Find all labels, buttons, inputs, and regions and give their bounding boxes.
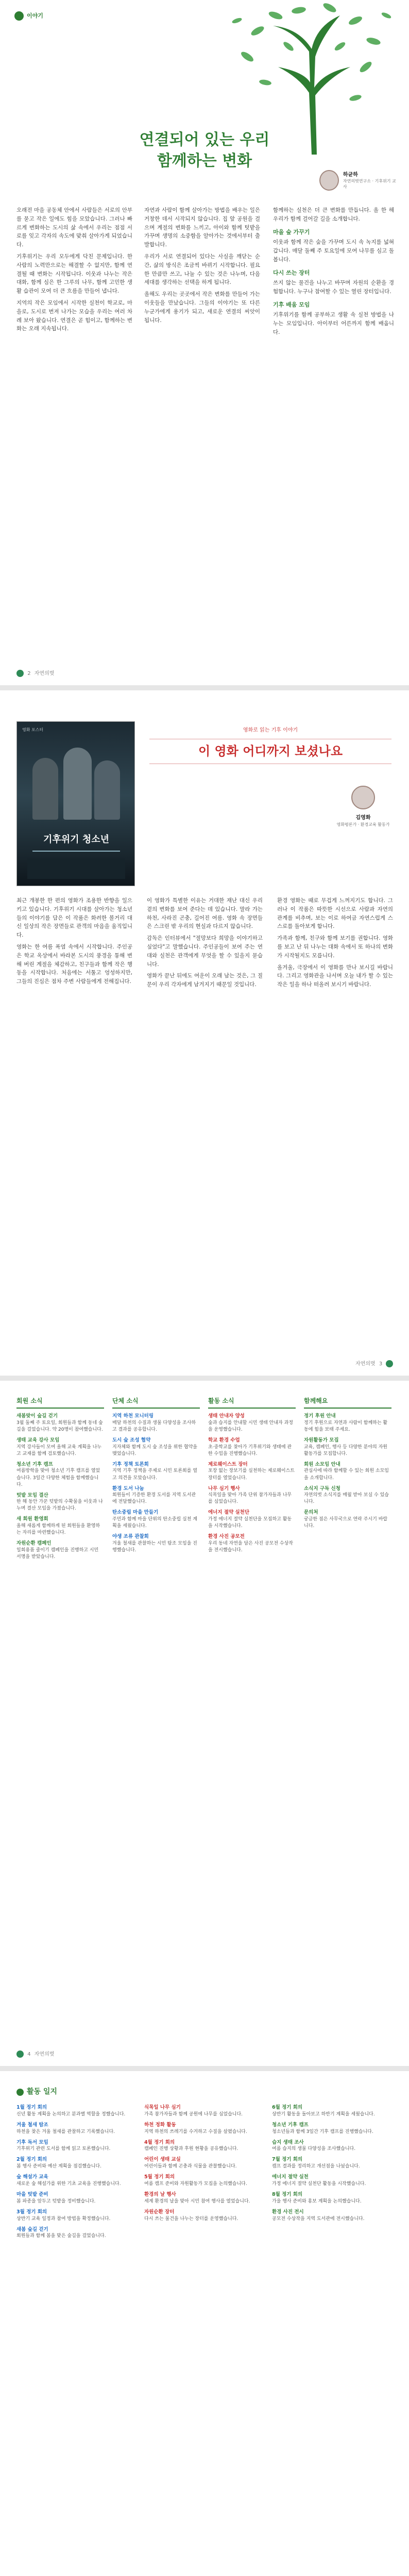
list-item-title: 자원순환 캠페인 bbox=[16, 1540, 52, 1547]
list-item-desc: 캠프 결과를 정리하고 개선점을 나눴습니다. bbox=[272, 2164, 360, 2170]
paragraph: 함께하는 실천은 더 큰 변화를 만듭니다. 올 한 해 우리가 함께 걸어갈 길을 소개합니다. bbox=[273, 207, 394, 222]
list-item-title: 5월 정기 회의 bbox=[144, 2174, 175, 2180]
paragraph: 올해도 우리는 곳곳에서 작은 변화를 만들어 가는 이웃들을 만났습니다. 그들의 이야기는 또 다른 누군가에게 용기가 되고, 새로운 연결의 씨앗이 됩니다. bbox=[144, 291, 260, 324]
list-item-title: 환경 사진 전시 bbox=[272, 2209, 304, 2215]
paragraph: 기후위기를 함께 공부하고 생활 속 실천 방법을 나누는 모임입니다. 아이부터 어른까지 함께 배웁니다. bbox=[273, 312, 394, 335]
list-item-desc: 청소년들과 함께 3일간 기후 캠프를 진행했습니다. bbox=[272, 2129, 373, 2134]
list-item bbox=[16, 2191, 135, 2205]
list-item bbox=[208, 1509, 296, 1530]
list-item-desc: 자연의벗 소식지를 매월 받아 보실 수 있습니다. bbox=[304, 1493, 389, 1505]
list-item-desc: 지역 하천의 쓰레기를 수거하고 수질을 살폈습니다. bbox=[144, 2129, 247, 2134]
list-item-desc: 상반기 교육 일정과 참여 방법을 확정했습니다. bbox=[16, 2216, 111, 2222]
list-item-title: 자원활동가 모집 bbox=[304, 1437, 339, 1443]
list-item-title: 기후 독서 모임 bbox=[16, 2139, 48, 2145]
paragraph: 환경 영화는 때로 무겁게 느껴지기도 합니다. 그러나 이 작품은 따뜻한 시선으로 사람과 자연의 관계를 비추며, 보는 이로 하여금 자연스럽게 스스로를 돌아보게 합니다. bbox=[277, 897, 393, 930]
list-item bbox=[16, 2209, 135, 2223]
list-item bbox=[304, 1413, 391, 1433]
section-heading: 기후 배움 모임 bbox=[273, 301, 310, 308]
section-heading: 다시 쓰는 장터 bbox=[273, 269, 310, 276]
list-item-desc: 궁금한 점은 사무국으로 연락 주시기 바랍니다. bbox=[304, 1517, 388, 1529]
paragraph: 지역의 작은 모임에서 시작한 실천이 학교로, 마을로, 도시로 번져 나가는 모습을 우리는 여러 차례 보아 왔습니다. 연결은 곧 힘이고, 함께하는 변화는 오래 지속됩니다. bbox=[16, 299, 132, 332]
list-item bbox=[144, 2156, 263, 2170]
title-line-2: 함께하는 변화 bbox=[157, 151, 252, 170]
list-item bbox=[16, 2139, 135, 2153]
list-item-title: 새봄 숲길 걷기 bbox=[16, 2226, 48, 2232]
poster-figures bbox=[27, 742, 125, 825]
list-item-desc: 새로운 숲 해설가를 위한 기초 교육을 진행했습니다. bbox=[16, 2181, 121, 2187]
paragraph: 이웃과 함께 작은 숲을 가꾸며 도시 속 녹지를 넓혀 갑니다. 매달 둘째 주 토요일에 모여 나무를 심고 돌봅니다. bbox=[273, 239, 394, 263]
list-item bbox=[144, 2191, 263, 2205]
list-item-desc: 다시 쓰는 물건을 나누는 장터를 운영했습니다. bbox=[144, 2216, 238, 2222]
page-footer bbox=[16, 670, 54, 678]
author-name: 김영화 bbox=[355, 815, 371, 821]
list-item-desc: 기후위기 관련 도서를 함께 읽고 토론했습니다. bbox=[16, 2146, 111, 2152]
list-item bbox=[112, 1461, 200, 1482]
list-item-desc: 한 해 동안 가꾼 텃밭의 수확물을 이웃과 나누며 결산 모임을 가졌습니다. bbox=[16, 1499, 103, 1512]
list-item-desc: 주민과 함께 마을 단위의 탄소중립 실천 계획을 세웠습니다. bbox=[112, 1517, 197, 1529]
list-item-title: 1월 정기 회의 bbox=[16, 2105, 47, 2110]
list-item bbox=[272, 2209, 390, 2223]
list-item-title: 환경 도서 나눔 bbox=[112, 1485, 144, 1492]
list-item-desc: 여름 습지의 생물 다양성을 조사했습니다. bbox=[272, 2146, 356, 2152]
list-item bbox=[272, 2139, 390, 2153]
list-item-title: 새봄맞이 숲길 걷기 bbox=[16, 1413, 58, 1419]
list-item-title: 자원순환 장터 bbox=[144, 2209, 175, 2215]
list-item-title: 학교 환경 수업 bbox=[208, 1437, 240, 1443]
author-role: 영화평론가 · 환경교육 활동가 bbox=[336, 822, 390, 827]
list-item bbox=[272, 2156, 390, 2170]
page-footer-label: 자연의벗 bbox=[355, 1361, 376, 1367]
list-item-desc: 가정 에너지 절약 실천단을 모집하고 활동을 시작했습니다. bbox=[208, 1517, 292, 1529]
news-column bbox=[304, 1413, 391, 1533]
list-item-title: 탄소중립 마을 만들기 bbox=[112, 1510, 159, 1516]
avatar bbox=[319, 170, 339, 191]
list-item bbox=[112, 1485, 200, 1506]
list-item-title: 제로웨이스트 장터 bbox=[208, 1461, 248, 1467]
paragraph: 쓰지 않는 물건을 나누고 바꾸며 자원의 순환을 경험합니다. 누구나 참여할 수 있는 열린 장터입니다. bbox=[273, 280, 394, 295]
news-column bbox=[208, 1413, 296, 1557]
list-item-title: 마을 텃밭 준비 bbox=[16, 2192, 48, 2198]
list-item bbox=[272, 2104, 390, 2118]
section-label: 이야기 bbox=[27, 12, 43, 20]
author-name: 하균하 bbox=[343, 172, 358, 178]
page-footer-label: 자연의벗 bbox=[34, 671, 55, 676]
list-item-desc: 회원들과 함께 봄을 맞은 숲길을 걸었습니다. bbox=[16, 2233, 106, 2239]
list-item-title: 4월 정기 회의 bbox=[144, 2139, 175, 2145]
paragraph: 우리가 서로 연결되어 있다는 사실을 깨닫는 순간, 삶의 방식은 조금씩 바뀌기 시작합니다. 필요한 만큼만 쓰고, 나눌 수 있는 것은 나누며, 다음 세대를 생각하는 선택을 하게 됩니다. bbox=[144, 253, 260, 286]
list-item-title: 에너지 절약 실천단 bbox=[208, 1510, 250, 1516]
list-item-title: 텃밭 모임 결산 bbox=[16, 1492, 48, 1498]
list-item bbox=[304, 1437, 391, 1458]
article-header bbox=[149, 726, 391, 764]
page-3 bbox=[0, 1381, 409, 2066]
list-item-title: 에너지 절약 실천 bbox=[272, 2174, 309, 2180]
list-item-desc: 봄 행사 준비와 예산 계획을 점검했습니다. bbox=[16, 2164, 101, 2170]
list-item bbox=[144, 2122, 263, 2136]
news-column bbox=[112, 1413, 200, 1557]
paragraph: 오래전 마을 공동체 안에서 사람들은 서로의 안부를 묻고 작은 일에도 힘을 모았습니다. 그러나 빠르게 변화하는 도시의 삶 속에서 우리는 점점 서로를 잊고 각자의 속도에 맞춰 살아가게 되었습니다. bbox=[16, 207, 132, 248]
page-number-dot-icon bbox=[16, 670, 24, 677]
list-item-title: 3월 정기 회의 bbox=[16, 2209, 47, 2215]
list-item-title: 6월 정기 회의 bbox=[272, 2105, 303, 2110]
leaf-icon bbox=[14, 11, 24, 21]
paragraph: 자연과 사람이 함께 살아가는 방법을 배우는 일은 거창한 데서 시작되지 않습니다. 집 앞 공원을 걸으며 계절의 변화를 느끼고, 아이와 함께 텃밭을 가꾸며 생명의 소중함을 알아가는 것에서부터 출발합니다. bbox=[144, 207, 260, 248]
list-item bbox=[144, 2174, 263, 2188]
list-item-desc: 어린이들과 함께 곤충과 식물을 관찰했습니다. bbox=[144, 2164, 237, 2170]
movie-poster bbox=[16, 721, 135, 886]
list-item-title: 환경의 날 행사 bbox=[144, 2192, 176, 2198]
list-item-desc: 정기 후원으로 자연과 사람이 함께하는 활동에 힘을 보태 주세요. bbox=[304, 1420, 388, 1432]
list-item bbox=[208, 1437, 296, 1458]
column-header: 함께해요 bbox=[304, 1396, 391, 1409]
page-divider bbox=[0, 2066, 409, 2071]
list-item-desc: 봄 파종을 앞두고 텃밭을 정비했습니다. bbox=[16, 2198, 96, 2204]
list-item bbox=[16, 2122, 135, 2136]
article-column-2 bbox=[147, 896, 263, 992]
list-item-title: 나무 심기 행사 bbox=[208, 1485, 240, 1492]
list-item-title: 정기 후원 안내 bbox=[304, 1413, 336, 1419]
list-item bbox=[16, 1437, 104, 1458]
page-number: 2 bbox=[27, 671, 31, 676]
paragraph: 영화가 끝난 뒤에도 여운이 오래 남는 것은, 그 질문이 우리 각자에게 남겨지기 때문일 것입니다. bbox=[147, 973, 263, 988]
list-item-desc: 가족 참가자들과 함께 공원에 나무를 심었습니다. bbox=[144, 2111, 243, 2117]
author-box bbox=[319, 170, 397, 191]
page-2 bbox=[0, 690, 409, 1376]
list-item-title: 도시 숲 조성 협약 bbox=[112, 1437, 151, 1443]
list-item-desc: 신년 활동 계획을 논의하고 분과별 역할을 정했습니다. bbox=[16, 2111, 126, 2117]
list-item-title: 회원 소모임 안내 bbox=[304, 1461, 340, 1467]
paragraph: 영화는 한 여름 폭염 속에서 시작합니다. 주인공은 학교 옥상에서 바라본 도시의 풍경을 통해 변해 버린 계절을 체감하고, 친구들과 함께 작은 행동을 시작합니다. 처음에는 서툴고 엉성하지만, 그들의 진심은 점차 주변 사람들에게 전해집니다. bbox=[16, 943, 132, 985]
article-title: 이 영화 어디까지 보셨나요 bbox=[149, 739, 391, 764]
list-item-title: 지역 하천 모니터링 bbox=[112, 1413, 154, 1419]
list-item bbox=[304, 1509, 391, 1530]
list-item bbox=[112, 1533, 200, 1554]
list-item-title: 소식지 구독 신청 bbox=[304, 1485, 340, 1492]
list-item bbox=[208, 1533, 296, 1554]
section-heading: 마을 숲 가꾸기 bbox=[273, 228, 310, 235]
author-box bbox=[330, 786, 397, 827]
list-item bbox=[208, 1413, 296, 1433]
list-item-title: 청소년 기후 캠프 bbox=[272, 2122, 309, 2128]
column-header: 회원 소식 bbox=[16, 1396, 104, 1409]
article-kicker: 영화로 읽는 기후 이야기 bbox=[243, 727, 298, 733]
list-item bbox=[112, 1509, 200, 1530]
list-item-desc: 회원들이 기증한 환경 도서를 지역 도서관에 전달했습니다. bbox=[112, 1493, 196, 1505]
column-header: 활동 소식 bbox=[208, 1396, 296, 1409]
list-item-title: 겨울 철새 탐조 bbox=[16, 2122, 48, 2128]
list-item-desc: 여름 캠프 준비와 자원활동가 모집을 논의했습니다. bbox=[144, 2181, 247, 2187]
list-item bbox=[16, 1413, 104, 1433]
list-item-title: 식목일 나무 심기 bbox=[144, 2105, 181, 2110]
list-item bbox=[16, 2226, 135, 2240]
article-column-1 bbox=[16, 206, 132, 336]
list-item bbox=[16, 2174, 135, 2188]
paragraph: 가족과 함께, 친구와 함께 보기를 권합니다. 영화를 보고 난 뒤 나누는 대화 속에서 또 하나의 변화가 시작될지도 모릅니다. bbox=[277, 935, 393, 959]
list-item bbox=[16, 2104, 135, 2118]
list-item-desc: 지자체와 함께 도시 숲 조성을 위한 협약을 맺었습니다. bbox=[112, 1444, 197, 1456]
list-item-title: 청소년 기후 캠프 bbox=[16, 1461, 53, 1467]
list-item-title: 기후 정책 토론회 bbox=[112, 1461, 149, 1467]
log-column bbox=[272, 2104, 390, 2226]
page-1 bbox=[0, 0, 409, 685]
list-item-title: 숲 해설가 교육 bbox=[16, 2174, 48, 2180]
section-title-text: 활동 일지 bbox=[27, 2088, 57, 2096]
list-item-desc: 관심사에 따라 함께할 수 있는 회원 소모임을 소개합니다. bbox=[304, 1468, 389, 1481]
list-item bbox=[272, 2122, 390, 2136]
list-item-desc: 매달 하천의 수질과 생물 다양성을 조사하고 결과를 공유합니다. bbox=[112, 1420, 196, 1432]
leaf-icon bbox=[16, 2089, 24, 2096]
list-item bbox=[112, 1437, 200, 1458]
column-header: 단체 소식 bbox=[112, 1396, 200, 1409]
article-column-3 bbox=[277, 896, 393, 992]
article-column-2 bbox=[144, 206, 260, 328]
list-item-desc: 가을 행사 준비와 홍보 계획을 논의했습니다. bbox=[272, 2198, 362, 2204]
list-item-desc: 올해 새롭게 함께하게 된 회원들을 환영하는 자리를 마련했습니다. bbox=[16, 1523, 100, 1536]
list-item bbox=[304, 1461, 391, 1482]
list-item-desc: 지역 기후 정책을 주제로 시민 토론회를 열고 의견을 모았습니다. bbox=[112, 1468, 197, 1481]
list-item-title: 7월 정기 회의 bbox=[272, 2157, 303, 2163]
list-item-desc: 식목일을 맞아 가족 단위 참가자들과 나무를 심었습니다. bbox=[208, 1493, 292, 1505]
list-item-title: 어린이 생태 교실 bbox=[144, 2157, 181, 2163]
page-number: 3 bbox=[379, 1361, 383, 1367]
list-item bbox=[144, 2104, 263, 2118]
list-item bbox=[208, 1461, 296, 1482]
list-item-title: 야생 조류 관찰회 bbox=[112, 1534, 149, 1540]
page-divider bbox=[0, 1376, 409, 1381]
list-item-desc: 여름방학을 맞아 청소년 기후 캠프를 열었습니다. 3일간 다양한 체험을 함께했습니다. bbox=[16, 1468, 100, 1487]
title-line-1: 연결되어 있는 우리 bbox=[139, 131, 270, 149]
article-column-1 bbox=[16, 896, 132, 989]
paragraph: 최근 개봉한 한 편의 영화가 조용한 반향을 일으키고 있습니다. 기후위기 시대를 살아가는 청소년들의 이야기를 담은 이 작품은 화려한 볼거리 대신 일상의 작은 장면들로 관객의 마음을 움직입니다. bbox=[16, 897, 132, 939]
list-item-title: 환경 사진 공모전 bbox=[208, 1534, 245, 1540]
page-footer bbox=[16, 2050, 54, 2059]
list-item bbox=[16, 1461, 104, 1488]
list-item-desc: 3월 둘째 주 토요일, 회원들과 함께 동네 숲길을 걸었습니다. 약 20명이 참여했습니다. bbox=[16, 1420, 103, 1432]
list-item bbox=[144, 2139, 263, 2153]
list-item-title: 생태 교육 강사 모임 bbox=[16, 1437, 60, 1443]
paragraph: 이 영화가 특별한 이유는 거대한 재난 대신 우리 곁의 변화를 보여 준다는 데 있습니다. 말라 가는 하천, 사라진 곤충, 길어진 여름. 영화 속 장면들은 스크린 밖 우리의 현실과 다르지 않습니다. bbox=[147, 897, 263, 930]
page-number-dot-icon bbox=[386, 1360, 393, 1367]
paragraph: 감독은 인터뷰에서 "절망보다 희망을 이야기하고 싶었다"고 말했습니다. 주인공들이 보여 주는 연대와 실천은 관객에게 무엇을 할 수 있을지 묻습니다. bbox=[147, 935, 263, 968]
paragraph: 올겨울, 극장에서 이 영화를 만나 보시길 바랍니다. 그리고 영화관을 나서며 오늘 내가 할 수 있는 작은 일을 하나 떠올려 보시기 바랍니다. bbox=[277, 964, 393, 988]
list-item bbox=[144, 2209, 263, 2223]
page-number: 4 bbox=[27, 2052, 31, 2057]
list-item bbox=[272, 2174, 390, 2188]
poster-label: 영화 포스터 bbox=[22, 727, 44, 732]
list-item bbox=[112, 1413, 200, 1433]
list-item bbox=[208, 1485, 296, 1506]
page-divider bbox=[0, 685, 409, 690]
list-item-desc: 가정 에너지 절약 실천단 활동을 시작했습니다. bbox=[272, 2181, 366, 2187]
list-item-desc: 숲과 습지를 안내할 시민 생태 안내자 과정을 운영했습니다. bbox=[208, 1420, 293, 1432]
list-item bbox=[16, 2156, 135, 2170]
list-item-title: 습지 생태 조사 bbox=[272, 2139, 304, 2145]
list-item bbox=[304, 1485, 391, 1506]
paragraph: 기후위기는 우리 모두에게 닥친 문제입니다. 한 사람의 노력만으로는 해결할 수 없지만, 함께 연결될 때 변화는 시작됩니다. 이웃과 나누는 작은 대화, 함께 심은 한 그루의 나무, 함께 고민한 생활 습관이 모여 더 큰 흐름을 만들어 냅니다. bbox=[16, 253, 132, 295]
list-item-title: 문의처 bbox=[304, 1510, 318, 1516]
list-item-desc: 포장 없는 장보기를 실천하는 제로웨이스트 장터를 열었습니다. bbox=[208, 1468, 295, 1481]
section-title bbox=[16, 2087, 57, 2098]
news-column bbox=[16, 1413, 104, 1564]
list-item-desc: 상반기 활동을 돌아보고 하반기 계획을 세웠습니다. bbox=[272, 2111, 375, 2117]
list-item bbox=[16, 1516, 104, 1536]
poster-title: 기후위기 청소년 bbox=[43, 834, 109, 845]
list-item-desc: 교육, 캠페인, 행사 등 다양한 분야의 자원활동가를 모집합니다. bbox=[304, 1444, 387, 1456]
page-number-dot-icon bbox=[16, 2050, 24, 2058]
list-item-desc: 일회용품 줄이기 캠페인을 진행하고 시민 서명을 받았습니다. bbox=[16, 1548, 99, 1560]
list-item-title: 8월 정기 회의 bbox=[272, 2192, 303, 2198]
log-column bbox=[144, 2104, 263, 2226]
list-item bbox=[16, 1492, 104, 1513]
list-item-desc: 캠페인 진행 상황과 후원 현황을 공유했습니다. bbox=[144, 2146, 238, 2152]
list-item-title: 새 회원 환영회 bbox=[16, 1516, 48, 1522]
log-column bbox=[16, 2104, 135, 2244]
list-item-desc: 초·중학교를 찾아가 기후위기와 생태에 관한 수업을 진행했습니다. bbox=[208, 1444, 292, 1456]
article-title bbox=[0, 130, 409, 172]
list-item-desc: 지역 강사들이 모여 올해 교육 계획을 나누고 교재를 함께 검토했습니다. bbox=[16, 1444, 101, 1456]
list-item-desc: 하천을 찾은 겨울 철새를 관찰하고 기록했습니다. bbox=[16, 2129, 115, 2134]
article-column-3 bbox=[273, 206, 394, 340]
page-footer-label: 자연의벗 bbox=[34, 2052, 55, 2057]
avatar bbox=[351, 786, 375, 809]
list-item-title: 2월 정기 회의 bbox=[16, 2157, 47, 2163]
page-4 bbox=[0, 2071, 409, 2576]
page-footer bbox=[355, 1360, 393, 1368]
list-item-title: 생태 안내자 양성 bbox=[208, 1413, 245, 1419]
list-item bbox=[16, 1540, 104, 1561]
author-role: 자연의벗연구소 · 기후위기 교사 bbox=[343, 179, 396, 189]
list-item-desc: 세계 환경의 날을 맞아 시민 참여 행사를 열었습니다. bbox=[144, 2198, 250, 2204]
list-item-desc: 우리 동네 자연을 담은 사진 공모전 수상작을 전시했습니다. bbox=[208, 1541, 293, 1553]
section-logo bbox=[14, 11, 43, 21]
list-item-desc: 공모전 수상작을 지역 도서관에 전시했습니다. bbox=[272, 2216, 365, 2222]
list-item bbox=[272, 2191, 390, 2205]
list-item-title: 하천 정화 활동 bbox=[144, 2122, 176, 2128]
list-item-desc: 겨울 철새를 관찰하는 시민 탐조 모임을 진행했습니다. bbox=[112, 1541, 197, 1553]
